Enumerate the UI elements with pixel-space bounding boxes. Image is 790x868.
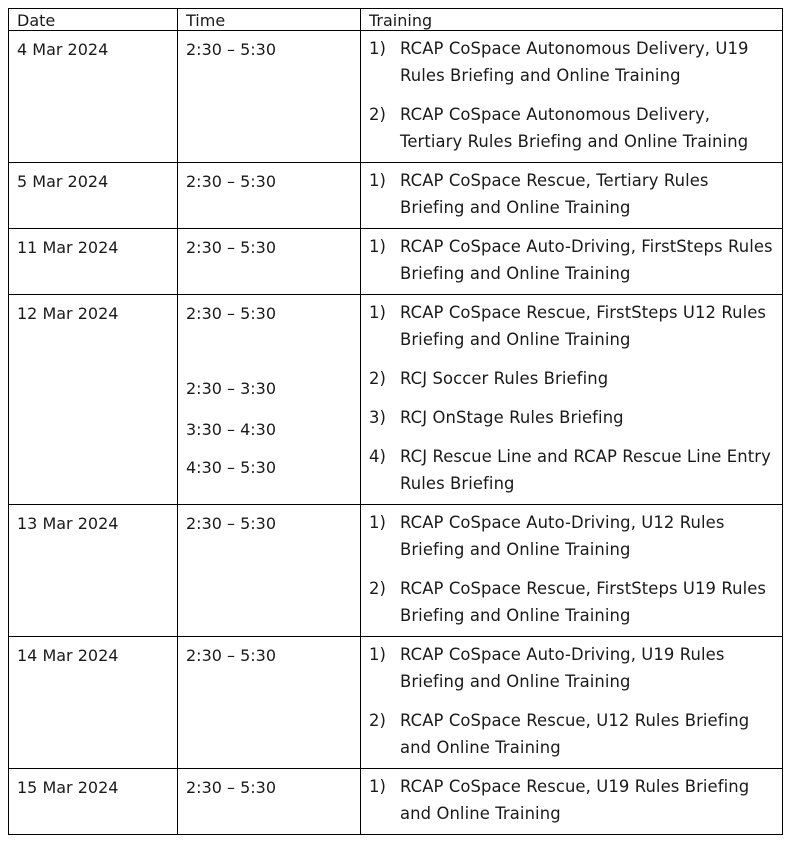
date-cell: 4 Mar 2024 — [9, 31, 178, 163]
time-slot: 2:30 – 5:30 — [186, 778, 277, 797]
item-text: RCAP CoSpace Auto-Driving, U12 Rules Briefing and Online Training — [400, 513, 725, 559]
time-slot: 2:30 – 5:30 — [186, 238, 277, 257]
table-row — [9, 505, 783, 637]
training-item — [369, 575, 776, 629]
date-cell: 11 Mar 2024 — [9, 229, 178, 295]
training-cell — [361, 769, 783, 835]
table-row — [9, 163, 783, 229]
time-slot: 2:30 – 3:30 — [186, 379, 277, 398]
training-cell — [361, 163, 783, 229]
time-slot: 2:30 – 5:30 — [186, 514, 277, 533]
item-text: RCAP CoSpace Autonomous Delivery, U19 Rules Briefing and Online Training — [400, 39, 749, 85]
item-number: 1) — [369, 303, 387, 322]
item-text: RCJ Soccer Rules Briefing — [400, 369, 609, 388]
item-text: RCAP CoSpace Rescue, U19 Rules Briefing and Online Training — [400, 777, 750, 823]
time-column-header: Time — [178, 9, 361, 31]
item-number: 3) — [369, 408, 387, 427]
item-text: RCAP CoSpace Rescue, FirstSteps U19 Rules Briefing and Online Training — [400, 579, 767, 625]
item-text: RCJ Rescue Line and RCAP Rescue Line Entry Rules Briefing — [400, 447, 771, 493]
training-cell — [361, 31, 783, 163]
time-cell — [178, 163, 361, 229]
table-row — [9, 769, 783, 835]
item-text: RCAP CoSpace Rescue, U12 Rules Briefing and Online Training — [400, 711, 750, 757]
item-number: 1) — [369, 777, 387, 796]
date-cell: 15 Mar 2024 — [9, 769, 178, 835]
header-row — [9, 9, 783, 31]
date-column-header: Date — [9, 9, 178, 31]
time-cell — [178, 31, 361, 163]
date-cell: 13 Mar 2024 — [9, 505, 178, 637]
training-item — [369, 443, 776, 497]
training-cell — [361, 229, 783, 295]
item-text: RCAP CoSpace Auto-Driving, FirstSteps Rules Briefing and Online Training — [400, 237, 773, 283]
training-item — [369, 101, 776, 155]
training-cell — [361, 505, 783, 637]
time-slot: 3:30 – 4:30 — [186, 420, 277, 439]
item-text: RCAP CoSpace Auto-Driving, U19 Rules Briefing and Online Training — [400, 645, 725, 691]
table-row — [9, 31, 783, 163]
training-column-header: Training — [361, 9, 783, 31]
time-slot: 4:30 – 5:30 — [186, 458, 277, 477]
training-item — [369, 167, 776, 221]
item-number: 1) — [369, 645, 387, 664]
training-item — [369, 365, 776, 392]
time-cell — [178, 637, 361, 769]
time-slot: 2:30 – 5:30 — [186, 40, 277, 59]
item-number: 1) — [369, 237, 387, 256]
item-number: 4) — [369, 447, 387, 466]
item-text: RCJ OnStage Rules Briefing — [400, 408, 624, 427]
item-number: 2) — [369, 105, 387, 124]
training-schedule-table — [8, 8, 783, 835]
training-item — [369, 233, 776, 287]
date-cell: 14 Mar 2024 — [9, 637, 178, 769]
table-row — [9, 229, 783, 295]
training-item — [369, 707, 776, 761]
training-item — [369, 641, 776, 695]
table-row — [9, 637, 783, 769]
training-item — [369, 404, 776, 431]
time-cell — [178, 769, 361, 835]
time-cell — [178, 229, 361, 295]
training-cell — [361, 295, 783, 505]
item-text: RCAP CoSpace Rescue, FirstSteps U12 Rules Briefing and Online Training — [400, 303, 767, 349]
item-number: 2) — [369, 369, 387, 388]
training-cell — [361, 637, 783, 769]
item-number: 2) — [369, 579, 387, 598]
time-cell — [178, 505, 361, 637]
training-item — [369, 773, 776, 827]
item-number: 1) — [369, 513, 387, 532]
item-number: 2) — [369, 711, 387, 730]
time-slot: 2:30 – 5:30 — [186, 304, 277, 323]
item-text: RCAP CoSpace Autonomous Delivery, Tertiary Rules Briefing and Online Training — [400, 105, 749, 151]
training-item — [369, 35, 776, 89]
item-text: RCAP CoSpace Rescue, Tertiary Rules Briefing and Online Training — [400, 171, 709, 217]
training-item — [369, 509, 776, 563]
time-slot: 2:30 – 5:30 — [186, 172, 277, 191]
date-cell: 5 Mar 2024 — [9, 163, 178, 229]
item-number: 1) — [369, 39, 387, 58]
item-number: 1) — [369, 171, 387, 190]
date-cell: 12 Mar 2024 — [9, 295, 178, 505]
time-cell — [178, 295, 361, 505]
time-slot: 2:30 – 5:30 — [186, 646, 277, 665]
table-row — [9, 295, 783, 505]
training-item — [369, 299, 776, 353]
